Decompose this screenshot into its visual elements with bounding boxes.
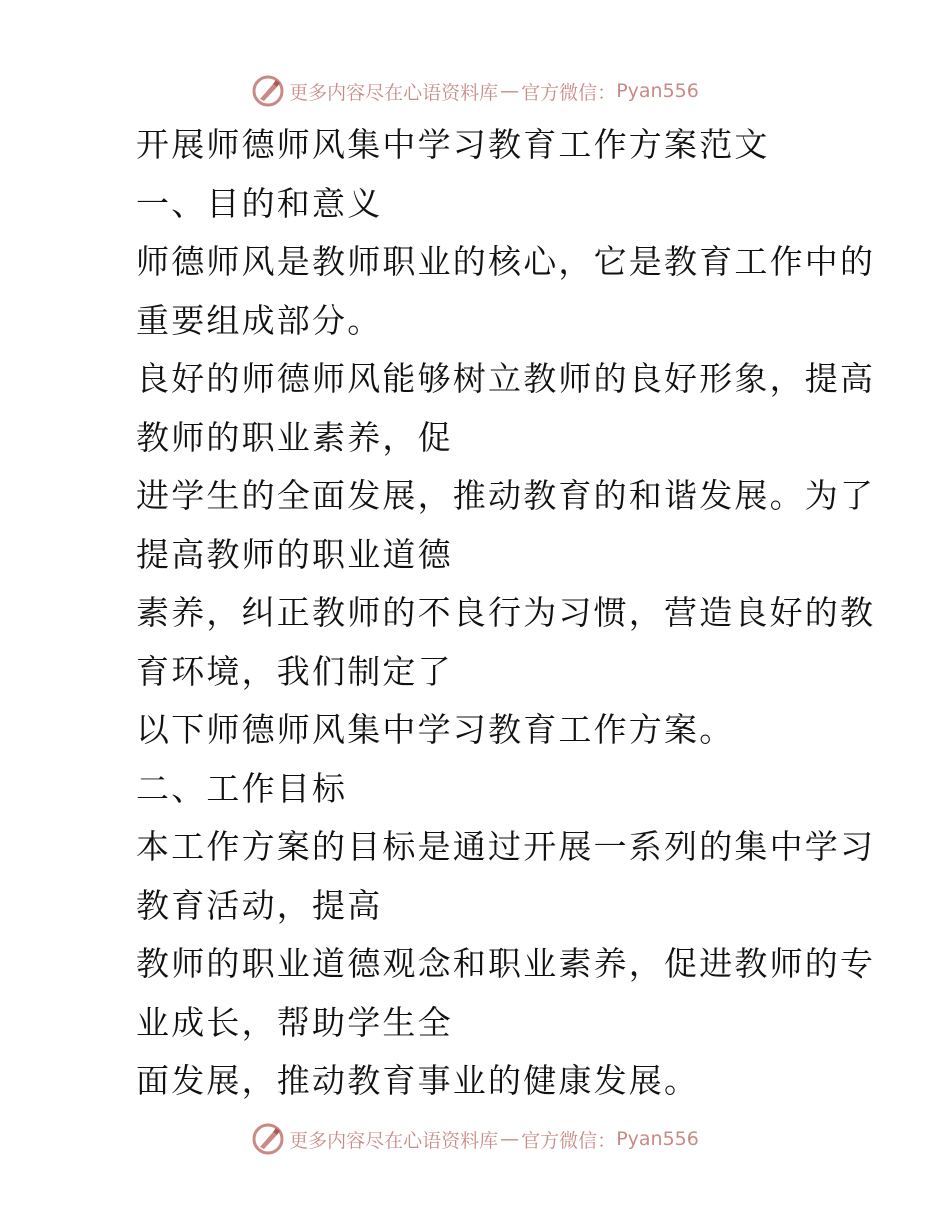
paragraph: 素养，纠正教师的不良行为习惯，营造良好的教 育环境，我们制定了	[136, 593, 876, 691]
banner-text: 更多内容尽在心语资料库	[289, 1129, 499, 1152]
banner-wechat-id: Pyan556	[616, 80, 699, 102]
section-heading: 一、目的和意义	[136, 183, 383, 223]
paragraph: 教师的职业道德观念和职业素养，促进教师的专 业成长，帮助学生全	[136, 944, 876, 1042]
banner-wechat-label: 官方微信：	[521, 1129, 617, 1152]
section-heading: 二、工作目标	[136, 768, 348, 808]
paragraph: 师德师风是教师职业的核心，它是教育工作中的 重要组成部分。	[136, 242, 876, 340]
document-title: 开展师德师风集中学习教育工作方案范文	[136, 125, 770, 164]
banner-wechat-label: 官方微信：	[521, 81, 617, 104]
document-body	[0, 116, 950, 1111]
paragraph: 以下师德师风集中学习教育工作方案。	[136, 710, 735, 749]
paragraph: 面发展，推动教育事业的健康发展。	[136, 1061, 700, 1100]
header-banner	[0, 71, 950, 111]
pen-logo-icon	[251, 1122, 285, 1156]
pen-logo-icon	[251, 74, 285, 108]
paragraph: 良好的师德师风能够树立教师的良好形象，提高 教师的职业素养，促	[136, 359, 876, 457]
banner-separator: —	[500, 1128, 520, 1150]
footer-banner	[0, 1119, 950, 1159]
paragraph: 进学生的全面发展，推动教育的和谐发展。为了 提高教师的职业道德	[136, 476, 876, 574]
banner-text: 更多内容尽在心语资料库	[289, 81, 499, 104]
banner-separator: —	[500, 80, 520, 102]
paragraph: 本工作方案的目标是通过开展一系列的集中学习 教育活动，提高	[136, 827, 876, 925]
banner-wechat-id: Pyan556	[616, 1128, 699, 1150]
